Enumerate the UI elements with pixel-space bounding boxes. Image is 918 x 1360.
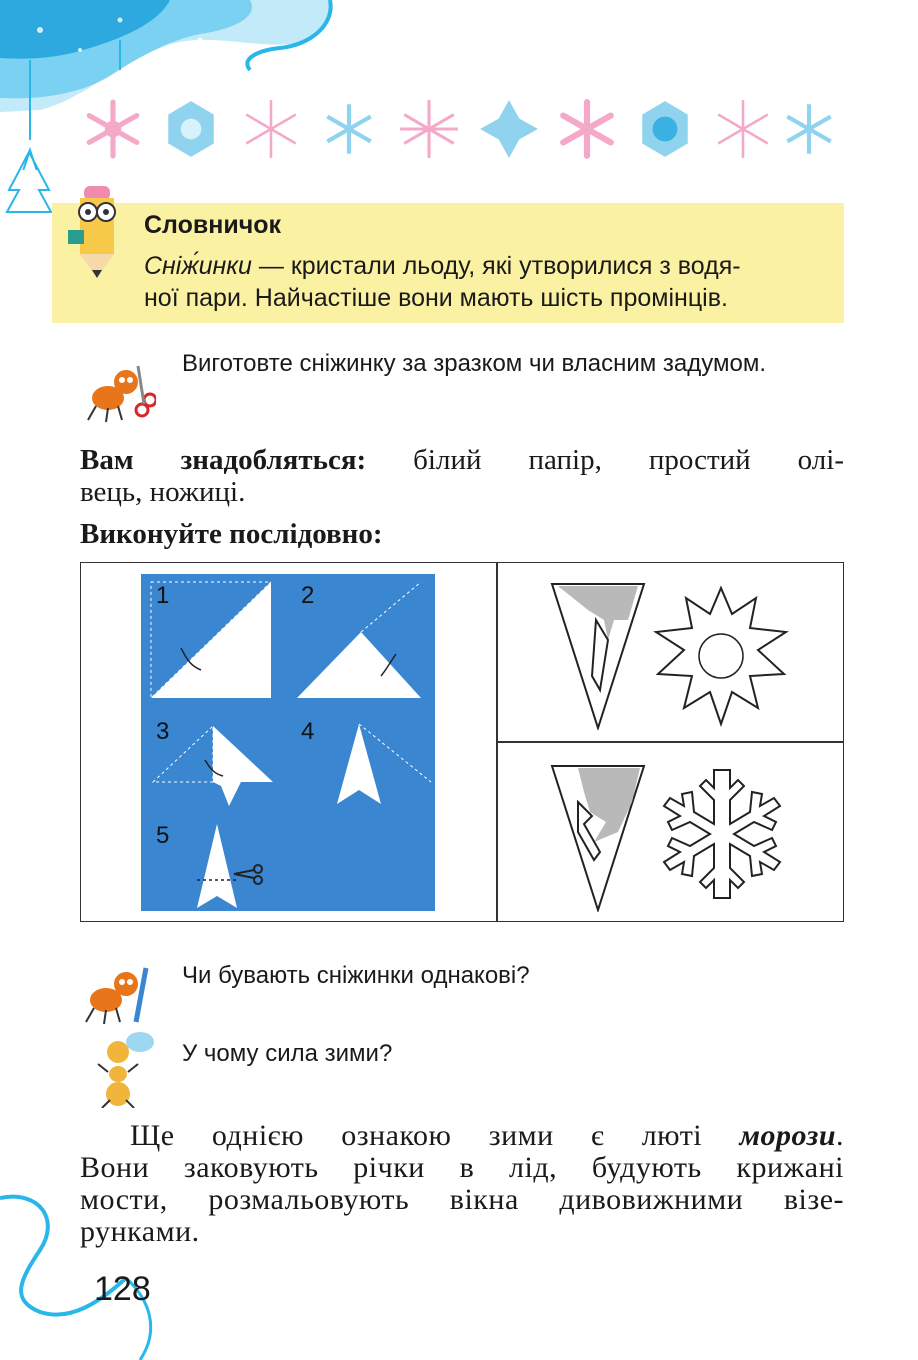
closing-line1-start: Ще однією ознакою зими є люті [130,1119,740,1152]
materials-line1 [80,444,844,476]
snowflake-icon [160,98,222,160]
steps-heading: Виконуйте послідовно: [80,518,383,550]
snowflake-icon [398,98,460,160]
materials-list: білий папір, простий олі- [366,444,844,476]
step-number: 4 [301,718,315,745]
snowflake-icon [778,98,840,160]
ant-pen-icon [80,962,158,1026]
vocabulary-definition-line1: — кристали льоду, які утворилися з водя- [251,252,741,280]
step-number: 2 [301,582,315,609]
scissors-icon [232,864,266,886]
snowflake-icon [556,98,618,160]
vocabulary-definition-line2: ної пари. Найчастіше вони мають шість промінців. [144,284,728,312]
question-2: У чому сила зими? [182,1040,393,1067]
step-number: 3 [156,718,170,745]
snowflake-icon [240,98,302,160]
closing-line4: рунками. [80,1215,200,1248]
materials-line2: вець, ножиці. [80,476,246,508]
page-number: 128 [94,1270,151,1308]
closing-line2: Вони заковують річки в лід, будують крижані [80,1151,844,1184]
step-number: 1 [156,582,170,609]
closing-line1-end: . [836,1119,844,1152]
task-text: Виготовте сніжинку за зразком чи власним задумом. [182,350,767,377]
closing-line1 [80,1120,844,1152]
snowflake-icon [82,98,144,160]
ant-scissors-icon [82,360,156,424]
folding-steps-illustration [141,574,435,911]
snowflake-cutout-2 [648,766,796,900]
closing-line3: мости, розмальовують вікна дивовижними візе- [80,1183,844,1216]
snowflake-template-2 [548,762,648,912]
ant-thinking-icon [96,1030,160,1108]
vocabulary-definition [144,250,834,314]
step-number: 5 [156,822,170,849]
pencil-mascot-icon [62,180,132,280]
bottom-wave-decoration [0,1190,180,1360]
materials-label: Вам знадобляться: [80,444,367,476]
question-1: Чи бувають сніжинки однакові? [182,962,530,989]
snowflake-icon [712,98,774,160]
snowflake-icon [478,98,540,160]
vocabulary-title: Словничок [144,211,282,239]
snowflake-template-1 [548,580,648,730]
snowflake-icon [634,98,696,160]
snowflake-cutout-1 [646,584,796,728]
vocabulary-term: Сніж́инки [144,252,252,280]
snowflake-icon [318,98,380,160]
tree-icon [4,150,54,220]
closing-emphasis: морози [739,1119,836,1152]
